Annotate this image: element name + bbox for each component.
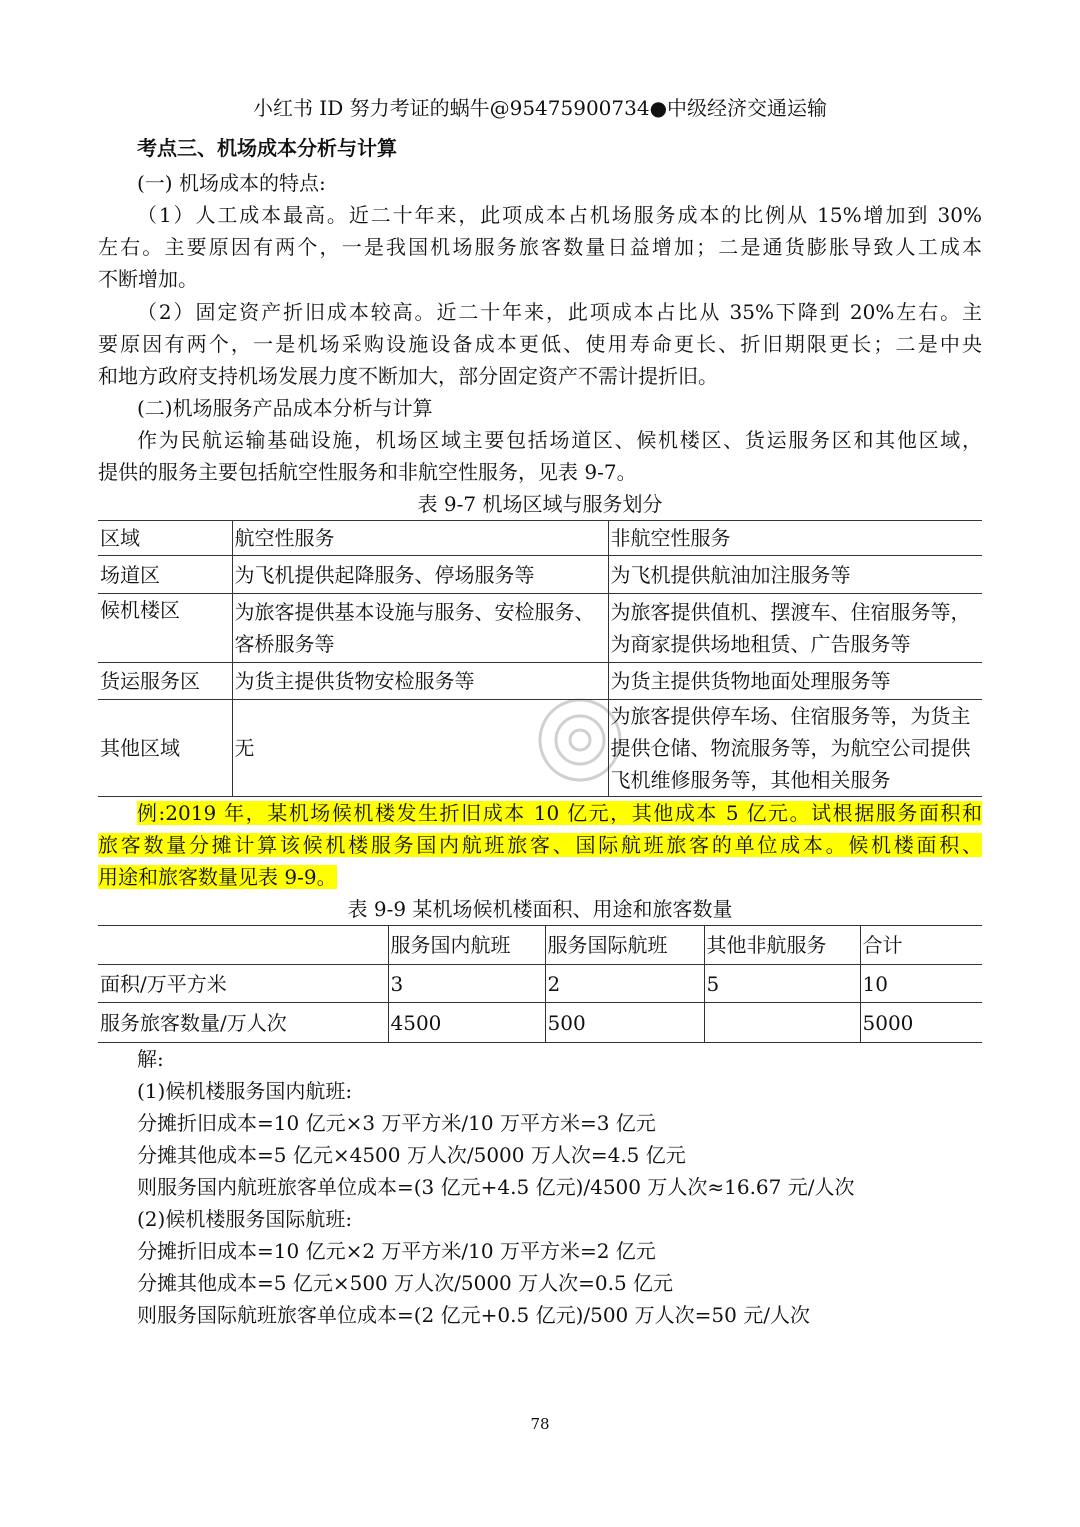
header-cell: 合计: [860, 926, 982, 965]
terminal-area-table: [98, 925, 982, 1043]
table-cell: 5: [704, 965, 860, 1003]
table-cell: 为旅客提供值机、摆渡车、住宿服务等，为商家提供场地租赁、广告服务等: [608, 594, 982, 663]
table-cell: 4500: [388, 1003, 545, 1043]
solution-line: 分摊折旧成本=10 亿元×2 万平方米/10 万平方米=2 亿元: [137, 1239, 656, 1263]
paragraph-line: （2）固定资产折旧成本较高。近二十年来，此项成本占比从 35%下降到 20%左右。主: [137, 300, 982, 324]
table-cell: 为旅客提供停车场、住宿服务等，为货主提供仓储、物流服务等，为航空公司提供飞机维修服务等，其他相关服务: [608, 700, 982, 797]
table-row: [98, 556, 982, 594]
header-cell: 服务国内航班: [388, 926, 545, 965]
table-row: [98, 594, 982, 663]
header-cell: [98, 926, 388, 965]
table-caption: 表 9-7 机场区域与服务划分: [417, 492, 663, 516]
solution-line: 解:: [137, 1047, 164, 1071]
table-cell: 面积/万平方米: [98, 965, 388, 1003]
table-cell: 无: [232, 700, 608, 797]
table-cell: 3: [388, 965, 545, 1003]
section-title: 考点三、机场成本分析与计算: [137, 136, 397, 160]
solution-line: 则服务国内航班旅客单位成本=(3 亿元+4.5 亿元)/4500 万人次≈16.67 元/人次: [137, 1175, 855, 1199]
table-row: [98, 700, 982, 797]
solution-line: (2)候机楼服务国际航班:: [137, 1207, 353, 1231]
solution-line: 分摊其他成本=5 亿元×500 万人次/5000 万人次=0.5 亿元: [137, 1271, 674, 1295]
table-header-row: [98, 521, 982, 556]
paragraph-line: 作为民航运输基础设施，机场区域主要包括场道区、候机楼区、货运服务区和其他区域，: [137, 428, 982, 452]
subsection-heading: (一) 机场成本的特点:: [137, 171, 326, 195]
table-cell: 服务旅客数量/万人次: [98, 1003, 388, 1043]
table-cell: 5000: [860, 1003, 982, 1043]
table-caption: 表 9-9 某机场候机楼面积、用途和旅客数量: [347, 897, 733, 921]
example-line: [98, 829, 982, 861]
paragraph-line: （1）人工成本最高。近二十年来，此项成本占机场服务成本的比例从 15%增加到 30%: [137, 203, 982, 227]
highlighted-text: 用途和旅客数量见表 9-9。: [98, 865, 337, 889]
header-cell: 区域: [98, 521, 232, 556]
header-cell: 航空性服务: [232, 521, 608, 556]
paragraph-line: 不断增加。: [98, 267, 198, 291]
solution-line: 则服务国际航班旅客单位成本=(2 亿元+0.5 亿元)/500 万人次=50 元/人次: [137, 1303, 810, 1327]
table-cell: 候机楼区: [98, 594, 232, 663]
header-cell: 其他非航服务: [704, 926, 860, 965]
table-cell: 500: [545, 1003, 704, 1043]
table-header-row: [98, 926, 982, 965]
page-number: 78: [530, 1415, 550, 1433]
paragraph-line: 要原因有两个，一是机场采购设施设备成本更低、使用寿命更长、折旧期限更长；二是中央: [98, 332, 982, 356]
table-row: [98, 965, 982, 1003]
table-cell: 为旅客提供基本设施与服务、安检服务、客桥服务等: [232, 594, 608, 663]
subsection-heading: (二)机场服务产品成本分析与计算: [137, 396, 433, 420]
solution-line: (1)候机楼服务国内航班:: [137, 1079, 353, 1103]
airport-zone-table: [98, 520, 982, 797]
table-cell: 为货主提供货物安检服务等: [232, 663, 608, 700]
paragraph-line: 和地方政府支持机场发展力度不断加大，部分固定资产不需计提折旧。: [98, 364, 718, 388]
table-cell: 其他区域: [98, 700, 232, 797]
page-header: 小红书 ID 努力考证的蜗牛@95475900734●中级经济交通运输: [252, 96, 828, 120]
table-cell: 为货主提供货物地面处理服务等: [608, 663, 982, 700]
table-cell: 2: [545, 965, 704, 1003]
highlighted-text: 例:2019 年，某机场候机楼发生折旧成本 10 亿元，其他成本 5 亿元。试根据服务面积和: [137, 801, 982, 825]
example-line: [137, 797, 982, 829]
solution-line: 分摊其他成本=5 亿元×4500 万人次/5000 万人次=4.5 亿元: [137, 1143, 686, 1167]
table-cell: [704, 1003, 860, 1043]
table-row: [98, 663, 982, 700]
table-row: [98, 1003, 982, 1043]
table-cell: 10: [860, 965, 982, 1003]
highlighted-text: 旅客数量分摊计算该候机楼服务国内航班旅客、国际航班旅客的单位成本。候机楼面积、: [98, 833, 982, 857]
header-cell: 非航空性服务: [608, 521, 982, 556]
table-cell: 为飞机提供航油加注服务等: [608, 556, 982, 594]
paragraph-line: 提供的服务主要包括航空性服务和非航空性服务，见表 9-7。: [98, 460, 637, 484]
table-cell: 货运服务区: [98, 663, 232, 700]
paragraph-line: 左右。主要原因有两个，一是我国机场服务旅客数量日益增加；二是通货膨胀导致人工成本: [98, 235, 982, 259]
table-cell: 场道区: [98, 556, 232, 594]
header-cell: 服务国际航班: [545, 926, 704, 965]
solution-line: 分摊折旧成本=10 亿元×3 万平方米/10 万平方米=3 亿元: [137, 1111, 656, 1135]
table-cell: 为飞机提供起降服务、停场服务等: [232, 556, 608, 594]
example-line: [98, 861, 982, 893]
